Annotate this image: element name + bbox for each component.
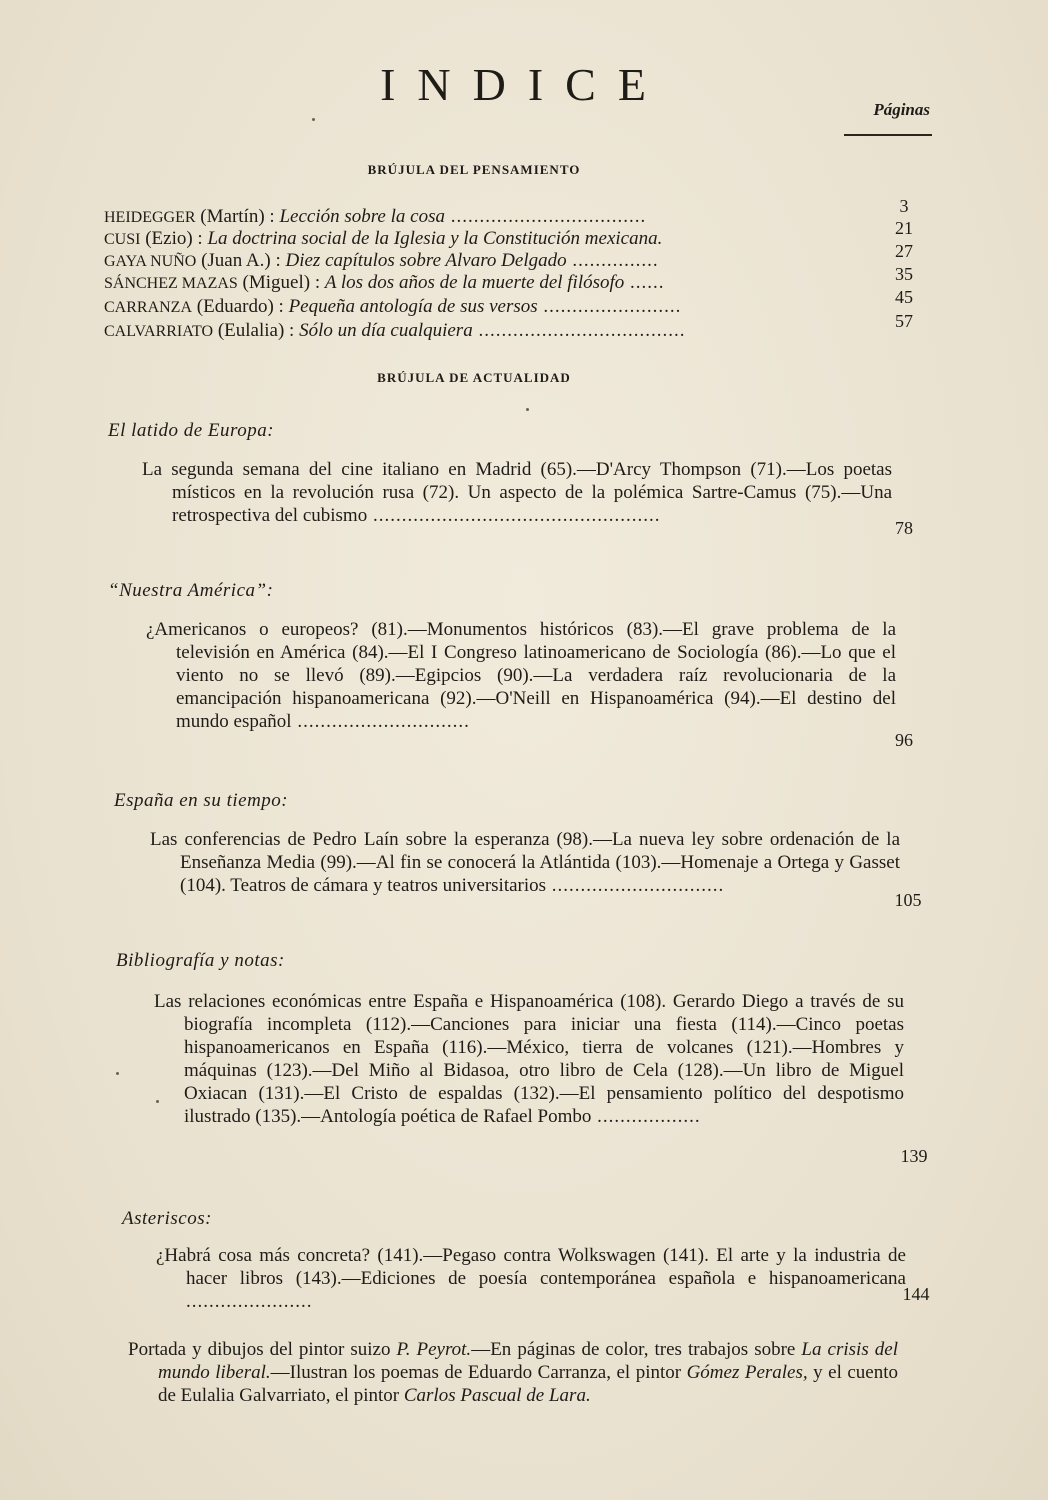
entry-leader-dots: ........................ bbox=[537, 296, 682, 317]
entry-leader-dots: ............... bbox=[566, 250, 659, 271]
entry-leader-dots: .................................... bbox=[472, 320, 686, 341]
entry-leader-dots: .................................. bbox=[444, 206, 647, 227]
group-page-number: 105 bbox=[894, 890, 922, 910]
group-text[interactable] bbox=[146, 618, 896, 733]
entry-title: Diez capítulos sobre Alvaro Delgado bbox=[285, 250, 567, 271]
entry-title: Pequeña antología de sus versos bbox=[288, 296, 538, 317]
section-heading-pensamiento: BRÚJULA DEL PENSAMIENTO bbox=[367, 162, 581, 177]
group-text-body: La segunda semana del cine italiano en Madrid (65).—D'Arcy Thompson (71).—Los poetas místicos en la revolución rusa (72). Un aspecto de la polémica Sartre-Camus (75).—Una retrospectiva del cubismo bbox=[142, 459, 892, 526]
subheading-asteriscos: Asteriscos: bbox=[122, 1208, 212, 1229]
credits-text: —En páginas de color, tres trabajos sobre bbox=[471, 1339, 802, 1360]
credits-text: —Ilustran los poemas de Eduardo Carranza, el pintor bbox=[270, 1362, 687, 1383]
toc-entry[interactable] bbox=[104, 228, 864, 251]
credits-artist-peyrot: P. Peyrot. bbox=[396, 1339, 472, 1360]
entry-author-rest: (Miguel) : bbox=[237, 272, 325, 293]
section-heading-actualidad: BRÚJULA DE ACTUALIDAD bbox=[377, 370, 571, 385]
subheading-espana-tiempo: España en su tiempo: bbox=[114, 790, 289, 811]
entry-page-number: 57 bbox=[895, 311, 913, 331]
entry-page-number: 21 bbox=[895, 218, 913, 238]
entry-title: La doctrina social de la Iglesia y la Constitución mexicana. bbox=[207, 228, 663, 249]
entry-author: GAYA NUÑO bbox=[104, 253, 197, 270]
entry-page-number: 45 bbox=[895, 287, 913, 307]
entry-leader-dots: ...... bbox=[624, 272, 665, 293]
toc-entry[interactable] bbox=[104, 320, 864, 343]
paginas-column-label: Páginas bbox=[873, 100, 930, 119]
group-text-body: Las conferencias de Pedro Laín sobre la esperanza (98).—La nueva ley sobre ordenación de la Enseñanza Media (99).—Al fin se conocerá la Atlántida (103).—Homenaje a Ortega y Gasset (104). Teatros de cámara y teatros universitarios bbox=[150, 829, 900, 896]
group-page-number: 144 bbox=[902, 1284, 930, 1304]
entry-page-number: 27 bbox=[895, 241, 913, 261]
group-page-number: 139 bbox=[900, 1146, 928, 1166]
group-leader-dots: .................................................. bbox=[367, 505, 661, 526]
paginas-rule bbox=[844, 134, 932, 136]
entry-title: Sólo un día cualquiera bbox=[299, 320, 473, 341]
entry-page-number: 35 bbox=[895, 264, 913, 284]
credits-artist-gomez-perales: Gómez Perales, bbox=[686, 1362, 808, 1383]
group-leader-dots: .............................. bbox=[546, 875, 725, 896]
entry-author-rest: (Martín) : bbox=[195, 206, 280, 227]
entry-title: Lección sobre la cosa bbox=[279, 206, 445, 227]
subheading-latido-europa: El latido de Europa: bbox=[108, 420, 275, 441]
toc-entry[interactable] bbox=[104, 272, 864, 295]
paper-speck bbox=[156, 1100, 159, 1103]
entry-page-number: 3 bbox=[899, 196, 909, 216]
group-text[interactable] bbox=[142, 458, 892, 527]
paper-speck bbox=[526, 408, 529, 411]
credits-artist-pascual-de-lara: Carlos Pascual de Lara. bbox=[403, 1385, 591, 1406]
entry-author: CALVARRIATO bbox=[104, 323, 214, 340]
toc-entry[interactable] bbox=[104, 250, 864, 273]
toc-entry[interactable] bbox=[104, 206, 864, 229]
group-leader-dots: ...................... bbox=[186, 1291, 313, 1312]
toc-entry[interactable] bbox=[104, 296, 864, 319]
credits-paragraph bbox=[128, 1338, 898, 1407]
group-page-number: 78 bbox=[895, 518, 913, 538]
entry-author-rest: (Eulalia) : bbox=[213, 320, 300, 341]
credits-text: Portada y dibujos del pintor suizo bbox=[128, 1339, 397, 1360]
entry-author-rest: (Juan A.) : bbox=[196, 250, 286, 271]
entry-author-rest: (Ezio) : bbox=[140, 228, 208, 249]
paper-speck bbox=[312, 118, 315, 121]
group-leader-dots: .................. bbox=[591, 1106, 701, 1127]
group-text[interactable] bbox=[150, 828, 900, 897]
entry-author: SÁNCHEZ MAZAS bbox=[104, 275, 238, 292]
credits-text: y el cuento de Eulalia Galvarriato, el pintor bbox=[158, 1362, 898, 1406]
group-leader-dots: .............................. bbox=[291, 711, 470, 732]
entry-author: CUSI bbox=[104, 231, 141, 248]
group-text[interactable] bbox=[156, 1244, 906, 1313]
entry-author-rest: (Eduardo) : bbox=[192, 296, 289, 317]
entry-author: CARRANZA bbox=[104, 299, 193, 316]
entry-author: HEIDEGGER bbox=[104, 209, 196, 226]
group-text-body: Las relaciones económicas entre España e Hispanoamérica (108). Gerardo Diego a través de su biografía incompleta (112).—Canciones para iniciar una fiesta (114).—Cinco poetas hispanoamericanos en España (116).—México, tierra de volcanes (121).—Hombres y máquinas (123).—Del Miño al Bidasoa, otro libro de Cela (128).—Un libro de Miguel Oxiacan (131).—El Cristo de espaldas (132).—El pensamiento político del despotismo ilustrado (135).—Antología poética de Rafael Pombo bbox=[154, 991, 904, 1127]
paper-speck bbox=[116, 1072, 119, 1075]
page-title: INDICE bbox=[380, 59, 668, 110]
credits-work-title: La crisis del mundo liberal. bbox=[158, 1339, 898, 1383]
group-text[interactable] bbox=[154, 990, 904, 1128]
subheading-bibliografia: Bibliografía y notas: bbox=[116, 950, 285, 971]
group-text-body: ¿Americanos o europeos? (81).—Monumentos históricos (83).—El grave problema de la televisión en América (84).—El I Congreso latinoamericano de Sociología (86).—Lo que el viento no se llevó (89).—Egipcios (90).—La verdadera raíz revolucionaria de la emancipación hispanoamericana (92).—O'Neill en Hispanoamérica (94).—El destino del mundo español bbox=[146, 619, 896, 732]
group-page-number: 96 bbox=[895, 730, 913, 750]
entry-title: A los dos años de la muerte del filósofo bbox=[324, 272, 625, 293]
subheading-nuestra-america: “Nuestra América”: bbox=[108, 580, 274, 601]
group-text-body: ¿Habrá cosa más concreta? (141).—Pegaso contra Wolkswagen (141). El arte y la industria de hacer libros (143).—Ediciones de poesía contemporánea española e hispanoamericana bbox=[156, 1245, 906, 1289]
